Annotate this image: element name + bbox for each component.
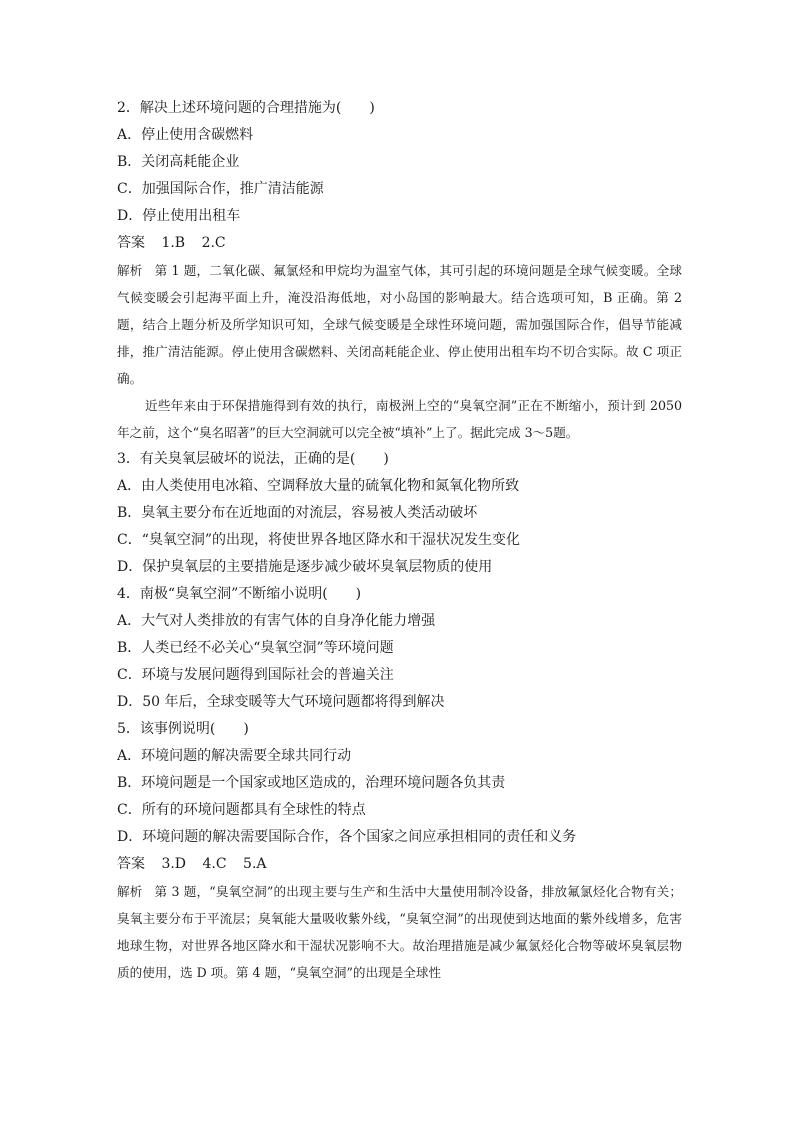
- question-stem: 3．有关臭氧层破坏的说法，正确的是( ): [117, 451, 389, 467]
- answer-label: 答案: [117, 856, 145, 872]
- question-stem: 4．南极“臭氧空洞”不断缩小说明( ): [117, 586, 362, 602]
- analysis-label: 解析: [117, 263, 143, 278]
- option-a: A．停止使用含碳燃料: [117, 127, 254, 143]
- document-page: [117, 95, 682, 986]
- option-a: A．大气对人类排放的有害气体的自身净化能力增强: [117, 613, 436, 629]
- option-d: D．50 年后，全球变暖等大气环境问题都将得到解决: [117, 694, 445, 710]
- answer-value: 3.D: [161, 856, 187, 872]
- option-d: D．保护臭氧层的主要措施是逐步减少破坏臭氧层物质的使用: [117, 559, 493, 575]
- option-a: A．由人类使用电冰箱、空调释放大量的硫氧化物和氮氧化物所致: [117, 478, 520, 494]
- option-d: D．环境问题的解决需要国际合作，各个国家之间应承担相同的责任和义务: [117, 829, 577, 845]
- analysis-text: 第 1 题，二氧化碳、氟氯烃和甲烷均为温室气体，其可引起的环境问题是全球气候变暖。全球气候变暖会引起海平面上升，淹没沿海低地，对小岛国的影响最大。结合选项可知，B 正确。第 2 题，结合上题分析及所学知识可知，全球气候变暖是全球性环境问题，需加强国际合作，倡导节能减排，推广清洁能源。停止使用含碳燃料、关闭高耗能企业、停止使用出租车均不切合实际。故 C 项正确。: [117, 263, 682, 386]
- analysis-label: 解析: [117, 884, 143, 899]
- option-c: C．“臭氧空洞”的出现，将使世界各地区降水和干湿状况发生变化: [117, 532, 521, 548]
- option-b: B．人类已经不必关心“臭氧空洞”等环境问题: [117, 640, 394, 656]
- reading-passage: 近些年来由于环保措施得到有效的执行，南极洲上空的“臭氧空洞”正在不断缩小，预计到 2050 年之前，这个“臭名昭著”的巨大空洞就可以完全被“填补”上了。据此完成 3～5题。: [117, 398, 682, 440]
- answer-value: 4.C: [202, 856, 227, 872]
- question-4: [117, 581, 682, 716]
- answer-value: 5.A: [243, 856, 267, 872]
- analysis-block-1: [117, 257, 682, 392]
- option-d: D．停止使用出租车: [117, 208, 241, 224]
- answer-block-2: [117, 851, 682, 878]
- analysis-text: 第 3 题，“臭氧空洞”的出现主要与生产和生活中大量使用制冷设备，排放氟氯烃化合物有关；臭氧主要分布于平流层；臭氧能大量吸收紫外线，“臭氧空洞”的出现使到达地面的紫外线增多，危害地球生物，对世界各地区降水和干湿状况影响不大。故治理措施是减少氟氯烃化合物等破坏臭氧层物质的使用，选 D 项。第 4 题，“臭氧空洞”的出现是全球性: [117, 884, 682, 980]
- question-5: [117, 716, 682, 851]
- answer-label: 答案: [117, 235, 145, 251]
- option-b: B．臭氧主要分布在近地面的对流层，容易被人类活动破坏: [117, 505, 478, 521]
- option-b: B．关闭高耗能企业: [117, 154, 240, 170]
- answer-value: 2.C: [201, 235, 226, 251]
- question-3: [117, 446, 682, 581]
- answer-block-1: [117, 230, 682, 257]
- question-stem: 2．解决上述环境问题的合理措施为( ): [117, 100, 375, 116]
- option-b: B．环境问题是一个国家或地区造成的，治理环境问题各负其责: [117, 775, 506, 791]
- answer-value: 1.B: [161, 235, 186, 251]
- option-c: C．所有的环境问题都具有全球性的特点: [117, 802, 366, 818]
- option-c: C．加强国际合作，推广清洁能源: [117, 181, 324, 197]
- question-stem: 5．该事例说明( ): [117, 721, 249, 737]
- analysis-block-2: [117, 878, 682, 986]
- question-2: [117, 95, 682, 230]
- option-c: C．环境与发展问题得到国际社会的普遍关注: [117, 667, 394, 683]
- option-a: A．环境问题的解决需要全球共同行动: [117, 748, 352, 764]
